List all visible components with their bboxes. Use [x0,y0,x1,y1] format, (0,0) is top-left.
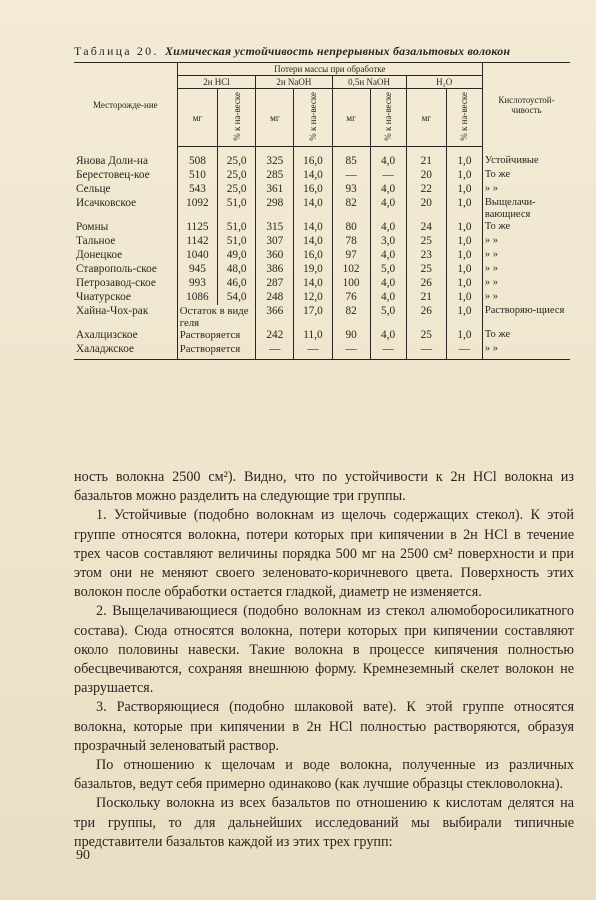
table-cell: 25 [406,329,446,343]
table-cell: 19,0 [294,263,332,277]
table-cell: 24 [406,221,446,235]
table-cell: Халаджское [74,343,177,360]
table-cell: 25,0 [218,147,256,170]
table-cell: 102 [332,263,370,277]
chemical-stability-table [74,62,570,360]
table-cell: 46,0 [218,277,256,291]
table-row [74,147,570,170]
table-cell: 315 [256,221,294,235]
table-caption [74,44,574,59]
header-mass-loss: Потери массы при обработке [177,63,482,76]
table-cell: 1,0 [446,221,482,235]
table-row [74,169,570,183]
table-cell: 945 [177,263,217,277]
table-cell: То же [482,169,570,183]
table-cell: 78 [332,235,370,249]
table-cell: 97 [332,249,370,263]
table-cell: 248 [256,291,294,305]
header-unit-pct: % к на-веске [307,92,318,141]
header-unit-mg: мг [332,89,370,147]
table-cell: — [370,343,406,360]
table-cell: — [406,343,446,360]
table-cell: Растворяется [177,343,256,360]
table-cell: 23 [406,249,446,263]
table-cell: » » [482,263,570,277]
table-cell: 51,0 [218,197,256,221]
table-cell: Петрозавод-ское [76,277,156,289]
table-cell: 51,0 [218,235,256,249]
table-cell: 1,0 [446,147,482,170]
table-cell: 386 [256,263,294,277]
table-row [74,197,570,221]
table-cell: 1040 [177,249,217,263]
table-cell: — [370,169,406,183]
page-number: 90 [76,848,90,863]
table-cell: 100 [332,277,370,291]
table-cell: Исачковское [76,197,137,209]
table-cell: 22 [406,183,446,197]
table-cell: Сельце [76,183,111,195]
header-naoh-05: 0,5н NaOH [332,76,406,89]
table-cell: То же [482,329,570,343]
paragraph: 2. Выщелачивающиеся (подобно волокнам из стекол алюмоборосиликатного состава). Сюда относятся волокна, потери которых при кипячении составляют около половины навески. Такие волокна в процессе кипячения полностью обесцвечиваются, сохраняя внешнюю форму. Кремнеземный скелет волокон не разрушается. [74,603,574,697]
table-cell: Выщелачи-вающиеся [482,197,570,221]
table-cell: То же [482,221,570,235]
table-cell: 4,0 [370,277,406,291]
table-cell: 90 [332,329,370,343]
table-number: Таблица 20. [74,44,159,58]
header-water: H₂O [406,76,482,89]
table-cell: 1,0 [446,277,482,291]
table-row [74,183,570,197]
table-cell: 1,0 [446,329,482,343]
table-cell: 82 [332,305,370,329]
paragraph: 3. Растворяющиеся (подобно шлаковой вате). К этой группе относятся волокна, которые при кипячении в 2н HCl полностью растворяются, образуя прозрачный зеленоватый раствор. [74,699,574,754]
table-cell: 21 [406,147,446,170]
table-cell: 1,0 [446,169,482,183]
table-cell: 1,0 [446,249,482,263]
table-cell: 1,0 [446,197,482,221]
table-cell: 26 [406,305,446,329]
table-cell: 54,0 [218,291,256,305]
table-cell: 5,0 [370,305,406,329]
table-cell: 242 [256,329,294,343]
table-row [74,235,570,249]
table-cell: Ставрополь-ское [76,263,157,275]
table-cell: 1125 [177,221,217,235]
table-cell: 4,0 [370,249,406,263]
table-cell: 16,0 [294,183,332,197]
table-cell: 287 [256,277,294,291]
table-cell: 325 [256,147,294,170]
paragraph: По отношению к щелочам и воде волокна, полученные из различных базальтов, ведут себя примерно одинаково (как лучшие образцы стекловолокна). [74,757,574,793]
table-cell: Растворяется [177,329,256,343]
header-deposit: Месторожде-ние [74,63,177,147]
table-cell: — [294,343,332,360]
table-cell: 93 [332,183,370,197]
table-cell: 1086 [177,291,217,305]
table-cell: 16,0 [294,147,332,170]
table-row [74,249,570,263]
table-cell: 14,0 [294,277,332,291]
table-row [74,291,570,305]
table-cell: 508 [177,147,217,170]
table-cell: 1,0 [446,291,482,305]
table-cell: 366 [256,305,294,329]
table-cell: 510 [177,169,217,183]
table-cell: Ромны [76,221,109,233]
table-row [74,221,570,235]
paragraph: 1. Устойчивые (подобно волокнам из щелочь содержащих стекол). К этой группе относятся волокна, потери которых при кипячении в 2н HCl в течение трех часов составляют величины порядка 500 мг на 2500 см² поверхности и при этом они не меняют своего зеленовато-коричневого цвета. Поверхность этих волокон после обработки остается гладкой, диаметр не изменяется. [74,507,574,601]
table-cell: » » [482,277,570,291]
table-cell: Устойчивые [482,147,570,170]
header-unit-mg: мг [406,89,446,147]
table-cell: 1,0 [446,235,482,249]
table-cell: 1,0 [446,305,482,329]
table-cell: 307 [256,235,294,249]
table-cell: 14,0 [294,197,332,221]
table-cell: Тальное [76,235,116,247]
table-cell: 1,0 [446,183,482,197]
table-cell: Хайна-Чох-рак [76,305,149,317]
table-cell: 48,0 [218,263,256,277]
table-cell: Растворяю-щиеся [482,305,570,329]
table-cell: 21 [406,291,446,305]
table-row [74,263,570,277]
table-cell: 85 [332,147,370,170]
table-cell: — [332,343,370,360]
table-cell: 26 [406,277,446,291]
table-cell: 17,0 [294,305,332,329]
header-naoh: 2н NaOH [256,76,332,89]
table-cell: — [446,343,482,360]
table-cell: 14,0 [294,235,332,249]
table-cell: 20 [406,169,446,183]
header-unit-pct: % к на-веске [459,92,470,141]
table-cell: — [256,343,294,360]
table-cell: » » [482,343,570,360]
table-cell: » » [482,235,570,249]
header-unit-pct: % к на-веске [231,92,242,141]
table-cell: 285 [256,169,294,183]
table-cell: 4,0 [370,147,406,170]
table-cell: 20 [406,197,446,221]
table-cell: 16,0 [294,249,332,263]
table-cell: 298 [256,197,294,221]
header-hcl: 2н HCl [177,76,256,89]
table-cell: 1,0 [446,263,482,277]
header-acid-stability: Кислотоустой-чивость [482,63,570,147]
table-cell: 360 [256,249,294,263]
table-cell: 25 [406,263,446,277]
table-cell: 1092 [177,197,217,221]
table-cell: 543 [177,183,217,197]
table-cell: 361 [256,183,294,197]
table-cell: » » [482,291,570,305]
table-cell: 4,0 [370,291,406,305]
table-cell: Янова Доли-на [76,154,148,167]
body-text [74,468,574,852]
header-unit-mg: мг [177,89,217,147]
table-cell: 49,0 [218,249,256,263]
header-unit-pct: % к на-веске [383,92,394,141]
table-cell: 80 [332,221,370,235]
table-cell: » » [482,183,570,197]
table-cell: Ахалцизское [76,329,138,341]
table-cell: Берестовец-кое [76,169,150,181]
paragraph: Поскольку волокна из всех базальтов по отношению к кислотам делятся на три группы, то для дальнейших исследований мы выбирали типичные представители базальтов каждой из этих трех групп: [74,795,574,850]
table-cell: 4,0 [370,197,406,221]
table-row [74,343,570,360]
table-cell: 3,0 [370,235,406,249]
table-cell: 1142 [177,235,217,249]
table-cell: 4,0 [370,183,406,197]
table-cell: 25,0 [218,183,256,197]
table-cell: » » [482,249,570,263]
table-cell: — [332,169,370,183]
table-cell: 14,0 [294,169,332,183]
table-title: Химическая устойчивость непрерывных базальтовых волокон [164,44,511,58]
table-cell: 76 [332,291,370,305]
table-cell: 25 [406,235,446,249]
table-cell: 11,0 [294,329,332,343]
table-cell: 25,0 [218,169,256,183]
table-cell: Чиатурское [76,291,131,303]
table-cell: 14,0 [294,221,332,235]
table-row [74,277,570,291]
table-cell: Остаток в виде геля [177,305,256,329]
table-cell: 4,0 [370,221,406,235]
header-unit-mg: мг [256,89,294,147]
table-cell: 5,0 [370,263,406,277]
table-row [74,329,570,343]
table-cell: 51,0 [218,221,256,235]
table-cell: 993 [177,277,217,291]
table-cell: Донецкое [76,249,123,261]
table-row [74,305,570,329]
paragraph: ность волокна 2500 см²). Видно, что по устойчивости к 2н HCl волокна из базальтов можно разделить на следующие три группы. [74,469,574,505]
table-cell: 4,0 [370,329,406,343]
table-cell: 82 [332,197,370,221]
table-cell: 12,0 [294,291,332,305]
